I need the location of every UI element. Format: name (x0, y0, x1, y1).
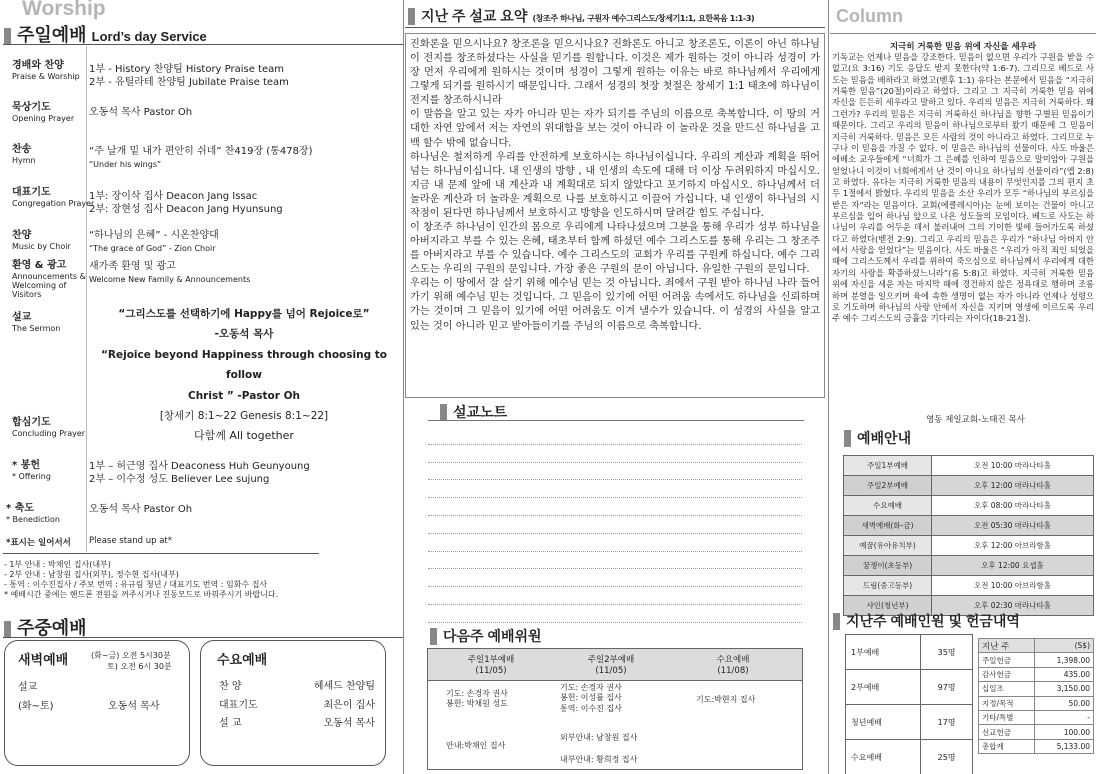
choir-label: 찬양 Music by Choir (12, 230, 71, 251)
next-col2-guide2: 내부안내: 황희정 집사 (560, 755, 638, 764)
table-row: 샤인(청년부) 오후 02:30 마라나타홀 (844, 596, 1094, 616)
next-col1-body: 기도: 손경자 권사 봉헌: 박채원 성도 (446, 689, 508, 709)
sermon-notes-title: 설교노트 (440, 402, 507, 422)
table-row: 1부예배 35명 (846, 635, 973, 670)
service-guide-table (843, 455, 1094, 616)
announcements-label: 환영 & 광고 Announcements & Welcoming of Visitors (12, 260, 86, 299)
sunday-title-en: Lord’s day Service (91, 29, 207, 44)
next-week-table (427, 648, 803, 770)
table-row: 수요예배 25명 (846, 740, 973, 774)
benediction-label: * 축도 * Benediction (6, 503, 60, 524)
concluding-value: 다함께 All together (194, 429, 294, 442)
table-row: 지난 주 (S$) (979, 639, 1094, 653)
summary-paragraph: 진화론을 믿으시나요? 창조론을 믿으시나요? 진화론도 아니고 창조론도, 이론이 아닌 하나님이 전지를 창조하셨다는 사실을 믿기를 원합니다. 이것은 제가 원하는 것이 아니라 성경이 가장 먼저 우리에게 원하시는 것이며 성경이 그렇게 원하는 이유는 바로 하나님께서 우리에게 그렇게 되기를 원하시기 때문입니다. 그래서 성경의 첫장 첫절은 창세기 1:1 태초에 하나님이 전지를 창조하시니라 (410, 39, 820, 107)
table-row: 새벽예배(화-금) 오전 05:30 마라나타홀 (844, 516, 1094, 536)
table-row: 감사헌금 435.00 (979, 667, 1094, 681)
sermon-passage: [창세기 8:1~22 Genesis 8:1~22] (159, 410, 329, 423)
table-row: 예꿈(유아유치부) 오후 12:00 아브라함홀 (844, 536, 1094, 556)
table-row: 청년예배 17명 (846, 705, 973, 740)
worship-header: Worship (22, 0, 106, 20)
dawn-times: (화~금) 오전 5시30분 토) 오전 6시 30분 (91, 651, 172, 671)
stand-note-value: Please stand up at* (89, 536, 173, 546)
sermon-notes-area[interactable] (428, 427, 802, 623)
column-title: 지극히 거룩한 믿음 위에 자신을 세우라 (889, 42, 1037, 52)
table-row: 기타/특별 - (979, 710, 1094, 724)
summary-title: 지난 주 설교 요약 (창조주 하나님, 구원자 예수그리스도/창세기1:1, 요한복음 1:1-3) (408, 6, 754, 26)
sermon-label: 설교 The Sermon (12, 312, 61, 333)
table-row: 드림(중고등부) 오전 10:00 아브라함홀 (844, 576, 1094, 596)
next-week-title: 다음주 예배위원 (430, 626, 542, 646)
section-bar (833, 613, 840, 630)
congregation-prayer-value: 1부: 장이삭 집사 Deacon Jang Issac 2부: 장현성 집사 Deacon Jang Hyunsung (89, 191, 283, 215)
table-row: 2부예배 97명 (846, 670, 973, 705)
next-col1-header: 주일1부예배 (11/05) (467, 655, 515, 676)
dawn-sermon-label: 설교 (18, 682, 38, 693)
hymn-value: “주 날개 밑 내가 편안히 쉬네” 찬419장 (통478장) “Under his wings” (89, 146, 313, 169)
attendance-title: 지난주 예배인원 및 헌금내역 (833, 611, 1020, 631)
sermon-summary-box (405, 33, 825, 398)
next-col2-body: 기도: 손경자 권사 봉헌: 이성률 집사 통역: 이수진 집사 (560, 683, 622, 713)
wed-roles: 찬 양 대표기도 설 교 (219, 681, 258, 729)
column-header: Column (836, 6, 903, 26)
service-notes: - 1부 안내 : 박채인 집사(내부) - 2부 안내 : 남창원 집사(외부), 정수현 집사(내부) - 통역 : 이수진집사 / 주보 번역 : 유규림 청년 / 대표기도 번역 : 임화수 집사 * 예배시간 중에는 핸드폰 전원을 꺼주시거나 진동모드로 바꿔주시기 바랍니다. (4, 560, 279, 599)
next-col3-body: 기도:박현지 집사 (696, 695, 756, 704)
opening-prayer-value: 오동석 목사 Pastor Oh (89, 107, 193, 118)
table-row: 총합계 5,133.00 (979, 739, 1094, 753)
offering-value: 1부 – 허근영 집사 Deaconess Huh Geunyoung 2부 – 이수정 성도 Believer Lee sujung (89, 461, 310, 485)
dawn-days: (화~토) (18, 701, 54, 712)
sermon-title-ko: “그리스도를 선택하기에 Happy를 넘어 Rejoice로” (118, 308, 370, 320)
offering-label: * 봉헌 * Offering (12, 460, 51, 481)
dawn-title: 새벽예배 (18, 653, 69, 668)
attendance-table (845, 634, 973, 774)
sermon-title-en: “Rejoice beyond Happiness through choosing to follow (101, 348, 387, 382)
next-col2-guide1: 외부안내: 남창원 집사 (560, 733, 638, 742)
table-row: 주일헌금 1,398.00 (979, 653, 1094, 667)
congregation-prayer-label: 대표기도 Congregation Prayer (12, 187, 95, 208)
column-body: 기독교는 언제나 믿음을 강조한다. 믿음이 없으면 우리가 구원을 받을 수 없고(요 3:16) 기도 응답도 받지 못한다(약 1:6-7). 그리므로 베드로 사도는 믿음을 배하라고 하였고(벧후 1:1) 유다는 본문에서 믿음을 “지극히 거룩한 믿음”(20절)이라고 하였다. 그리고 그 지극히 거룩한 믿음 위에 자신을 든든히 세우라고 말하고 있다. 우리의 믿음은 지극히 거룩하다. 왜 그런가? 우리의 믿음은 지극히 거룩하신 하나님을 향한 구별된 믿음이기 때문이다. 그리고 우리의 믿음이 하나님으로부터 왔기 때문에 그 믿음이 지극히 거룩하다. 믿음은 모든 사람의 것이 아니라고 하였다. 그리므로 누구나 이 믿음을 가질 수 없다. 이 믿음은 하나님의 선물이다. 사도 바울은 에베소 교우들에게 “너희가 그 은혜를 인하여 믿음으로 말미암아 구원을 얻었나니 이것이 너희에게서 난 것이 아니요 하나님의 선물이라”(엡 2:8)고 하였다. 유다는 지극히 거룩한 믿음의 내용이 무엇인지를 그의 편지 초두 1절에서 밝혔다. 우리의 믿음을 소산 우리가 모두 “하나님의 부르심을 받은 자”라는 믿음이다. 교회(에클레시아)는 눈에 보이는 건물이 아니고 부르심을 입어 하나님 앞으로 나온 성도들의 모임이다. 베드로 사도는 하나님이 우리를 어두운 데서 불러내어 그의 기이한 빛에 들어가도록 하셨다고 하였다(벧전 2:9). 그리고 우리의 믿음은 우리가 “하나님 아버지 안에서 사랑을 얻었다”는 믿음이다. 사도 바울은 “우리가 아직 죄인 되었을 때에 그리스도께서 우리를 위하여 죽으심으로 하나님께서 우리에게 대한 자기의 사랑을 확증하셨느니라”(롬 5:8)고 하였다. 지극히 거룩한 믿음 위에 자신을 세운 자는 마지막 때에 경건하지 않은 정욕대로 행하며 조롱하며 분열을 일으키며 육에 속한 생명이 없는 자가 아니라 언제나 성령으로 기도하며 하나님의 사랑 안에서 자신을 지키며 영생에 이르도록 우리 주 예수 그리스도의 긍휼을 기다리는 자이다(18-21절). (832, 52, 1094, 324)
sermon-preacher: -오동석 목사 (214, 328, 274, 341)
service-guide-title: 예배안내 (844, 428, 911, 448)
wed-people: 헤세드 찬양팀 최은이 집사 오동석 목사 (313, 681, 375, 729)
weekday-service-title: 주중예배 (4, 614, 87, 640)
opening-prayer-label: 묵상기도 Opening Prayer (12, 102, 75, 123)
summary-paragraph: 하나님은 철저하게 우리를 안전하게 보호하시는 하나님이십니다. 우리의 계산과 계획을 뛰어 넘는 하나님이십니다. 내 인생의 방향 , 내 인생의 속도에 대해 더 이상 두려워하지 마십시오. 지금 내 문제 앞에 내 계산과 내 계획대로 되지 않았다고 포기하지 마십시오. 하나님께서 더 놀라운 계산과 더 놀라운 계획으로 나를 보호하시고 이끌어 가십니다. 내 인생이 하나님의 시작점이 된다면 하나님께서 보호하시고 방향을 인도하시며 달려갈 힘도 주십니다. (410, 151, 820, 219)
next-col1-guide: 안내:박채인 집사 (446, 741, 506, 750)
choir-value: “하나님의 은혜” - 시온찬양대 “The grace of God” - Zion Choir (89, 230, 219, 253)
section-bar (440, 404, 447, 421)
table-row: 십일조 3,150.00 (979, 682, 1094, 696)
table-row: 꿈쟁이(초등부) 오후 12:00 요셉홀 (844, 556, 1094, 576)
sermon-title-en-2: Christ ” -Pastor Oh (187, 389, 300, 402)
table-row: 수요예배 오후 08:00 마라나타홀 (844, 496, 1094, 516)
section-bar (844, 430, 851, 447)
next-col3-header: 수요예배 (11/08) (716, 655, 750, 676)
dawn-preacher: 오동석 목사 (108, 701, 160, 712)
offering-table (978, 638, 1094, 754)
section-bar (430, 628, 437, 645)
benediction-value: 오동석 목사 Pastor Oh (89, 504, 193, 515)
wednesday-service-box (200, 640, 386, 766)
next-col2-header: 주일2부예배 (11/05) (587, 655, 635, 676)
stand-note-label: *표시는 일어서서 (6, 538, 71, 548)
announcements-value: 새가족 환영 및 광고 Welcome New Family & Announcements (89, 261, 251, 284)
praise-label: 경배와 찬양 Praise & Worship (12, 60, 80, 81)
concluding-label: 합심기도 Concluding Prayer (12, 417, 86, 438)
summary-paragraph: 우리는 이 땅에서 잘 살기 위해 예수님 믿는 것 아닙니다. 죄에서 구원 받아 하나님 나라 들어가기 위해 예수님 믿는 것입니다. 그 믿음이 있기에 어떤 어려움 속에서도 하나님을 신뢰하며 가는 것이며 그 믿음이 있기에 어떤 어려움도 이겨 낼수가 있습니다. 이 성경의 사실을 알고 있는 것이 아니라 믿고 받아들이기를 주님의 이름으로 축복합니다. (410, 278, 820, 332)
section-bar (4, 621, 11, 638)
sunday-title-ko: 주일예배 (17, 25, 87, 45)
summary-paragraph: 이 말씀을 알고 있는 자가 아니라 믿는 자가 되기를 주님의 이름으로 축복합니다. 이 땅의 거대한 자연 앞에서 저는 자연의 위대함을 보는 것이 아니라 이 놀라운 것을 만드신 하나님을 고백 할수 밖에 없습니다. (410, 109, 820, 149)
table-row: 주일2부예배 오후 12:00 마라나타홀 (844, 476, 1094, 496)
wed-title: 수요예배 (217, 653, 268, 668)
praise-value: 1부 - History 찬양팀 History Praise team 2부 - 유틸라테 찬양팀 Jubilate Praise team (89, 64, 289, 88)
table-row: 주일1부예배 오전 10:00 마라나타홀 (844, 456, 1094, 476)
dawn-service-box (4, 640, 190, 766)
table-row: 지정/목적 50.00 (979, 696, 1094, 710)
sermon-info (89, 304, 399, 427)
section-bar (408, 8, 415, 25)
section-bar (4, 28, 11, 45)
summary-paragraph: 이 창조주 하나님이 인간의 몸으로 우리에게 나타나셨으며 그분을 통해 우리가 성부 하나님을 아버지라고 부를 수 있는 은혜, 태초부터 함께 하셨던 예수 그리스도를 통해 우리는 그 창조주를 아버지라고 부를 수 있습니다. 예수 그리스도의 교회가 우리를 구원케 하십니다. 예수 그리스도는 우리의 구원의 문입니다. 가장 좋은 구원의 문이 아닙니다. 유일한 구원의 문입니다. (410, 222, 820, 276)
column-author: 영동 제일교회-노태진 목사 (926, 415, 1025, 425)
hymn-label: 찬송 Hymn (12, 144, 36, 165)
table-row: 선교헌금 100.00 (979, 725, 1094, 739)
